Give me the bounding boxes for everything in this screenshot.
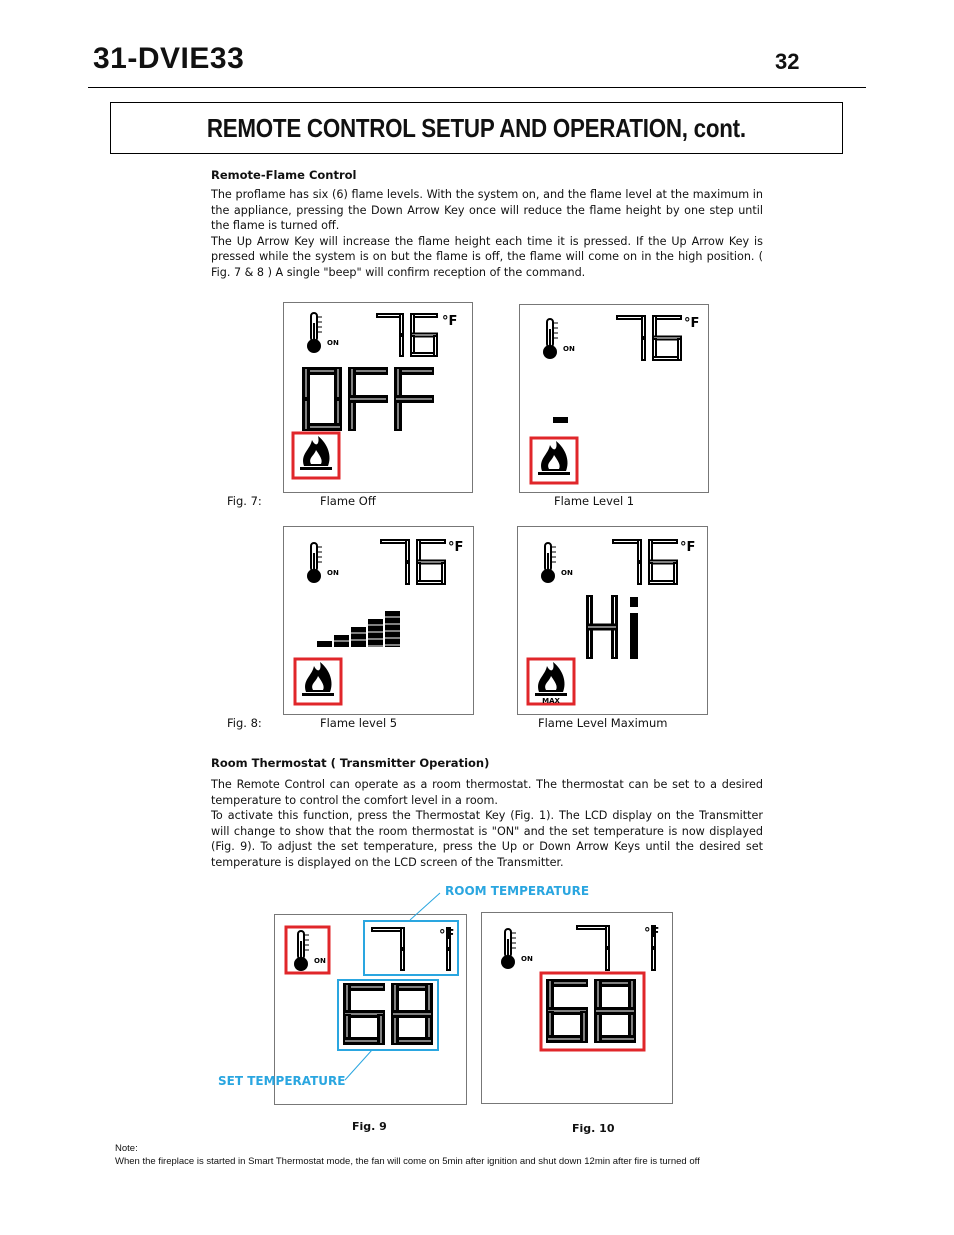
thermometer-icon <box>501 929 533 969</box>
fahrenheit-label: °F <box>680 540 696 555</box>
fig8-caption-b: Flame Level Maximum <box>538 716 668 730</box>
thermostat-paragraph-1: The Remote Control can operate as a room thermostat. The thermostat can be set to a desired temperature to control the comfort level in a room. <box>211 778 763 807</box>
thermostat-paragraph-2: To activate this function, press the Thermostat Key (Fig. 1). The LCD display on the Transmitter will change to show that the room thermostat is "ON" and the set temperature is now displayed (Fig. 9). To adjust the set temperature, press the Up or Down Arrow Keys until the desired set temperature is displayed on the LCD screen of the Transmitter. <box>211 809 763 869</box>
document-title: 31-DVIE33 <box>93 42 245 75</box>
fahrenheit-label: °F <box>439 928 455 943</box>
fig7-caption-b: Flame Level 1 <box>554 494 635 508</box>
fig10-label: Fig. 10 <box>572 1122 615 1135</box>
on-label: ON <box>314 957 326 965</box>
page-number: 32 <box>775 49 800 74</box>
note-label: Note: <box>115 1143 138 1154</box>
fig7-label: Fig. 7: <box>227 494 262 508</box>
room-temperature-leader <box>410 893 440 920</box>
on-label: ON <box>521 955 533 963</box>
remote-flame-paragraph-2: The Up Arrow Key will increase the flame height each time it is pressed. If the Up Arrow Key is pressed while the system is on but the flame is off, the flame will come on in the high position. ( Fig. 7 & 8 ) A single "beep" will confirm reception of the command. <box>211 234 763 279</box>
fig9-label: Fig. 9 <box>352 1120 387 1133</box>
thermostat-heading: Room Thermostat ( Transmitter Operation) <box>211 756 490 770</box>
section-title: REMOTE CONTROL SETUP AND OPERATION, cont. <box>207 112 746 143</box>
remote-flame-paragraph-1: The proflame has six (6) flame levels. With the system on, and the flame level at the maximum in the appliance, pressing the Down Arrow Key once will reduce the flame height by one step until the flame is turned off. <box>211 188 763 232</box>
room-temp-digit-0 <box>576 925 610 971</box>
thermometer-level <box>507 939 509 959</box>
on-label: ON <box>563 345 575 353</box>
set-temp-digit-0 <box>546 979 588 1043</box>
on-label: ON <box>327 339 339 347</box>
fahrenheit-label: °F <box>684 316 700 331</box>
lcd-thermostat-adjust <box>481 912 673 1104</box>
remote-flame-heading: Remote-Flame Control <box>211 168 357 182</box>
fahrenheit-label: °F <box>448 540 464 555</box>
fig7-caption-a: Flame Off <box>320 494 376 508</box>
note-text: When the fireplace is started in Smart Thermostat mode, the fan will come on 5min after ignition and shut down 12min after fire is turned off <box>115 1156 700 1167</box>
on-label: ON <box>561 569 573 577</box>
fahrenheit-label: °F <box>442 314 458 329</box>
max-label: MAX <box>542 697 560 705</box>
set-temperature-callout: SET TEMPERATURE <box>218 1074 346 1088</box>
on-label: ON <box>327 569 339 577</box>
room-temperature-callout: ROOM TEMPERATURE <box>445 884 590 898</box>
set-temperature-leader <box>345 1050 372 1080</box>
set-temp-digit-1 <box>594 979 636 1043</box>
fig8-caption-a: Flame level 5 <box>320 716 398 730</box>
fahrenheit-label: °F <box>644 926 660 941</box>
fig8-label: Fig. 8: <box>227 716 262 730</box>
